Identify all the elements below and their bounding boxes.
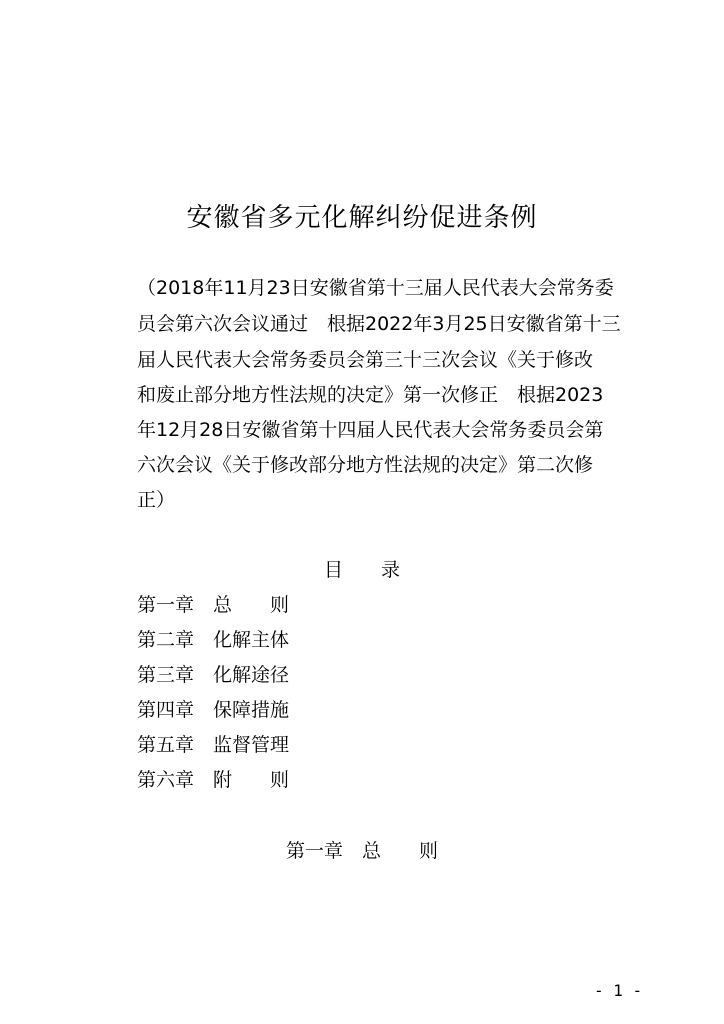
- preamble-line: 届人民代表大会常务委员会第三十三次会议《关于修改: [137, 349, 594, 371]
- preamble-line: （2018年11月23日安徽省第十三届人民代表大会常务委: [137, 277, 614, 299]
- preamble-line: 员会第六次会议通过 根据2022年3月25日安徽省第十三: [137, 313, 621, 335]
- toc-chapter-name: 化解主体: [213, 629, 290, 651]
- toc-chapter-name: 监督管理: [213, 734, 290, 756]
- toc-chapter-number: 第二章: [137, 629, 195, 651]
- toc-chapter-number: 第四章: [137, 699, 195, 721]
- page-number: - 1 -: [594, 981, 643, 1000]
- toc-chapter-number: 第三章: [137, 664, 195, 686]
- toc-chapter-name: 附 则: [213, 769, 290, 791]
- toc-chapter-number: 第六章: [137, 769, 195, 791]
- toc-chapter-name: 总 则: [213, 594, 290, 616]
- preamble-line: 和废止部分地方性法规的决定》第一次修正 根据2023: [137, 384, 604, 406]
- toc-chapter-number: 第五章: [137, 734, 195, 756]
- preamble-line: 年12月28日安徽省第十四届人民代表大会常务委员会第: [137, 419, 604, 441]
- toc-heading: 目 录: [323, 559, 400, 581]
- preamble-line: 正）: [137, 489, 176, 511]
- chapter-heading: 第一章 总 则: [285, 840, 438, 862]
- toc-chapter-number: 第一章: [137, 594, 195, 616]
- toc-chapter-name: 化解途径: [213, 664, 290, 686]
- toc-chapter-name: 保障措施: [213, 699, 290, 721]
- document-title: 安徽省多元化解纠纷促进条例: [186, 203, 538, 233]
- preamble-line: 六次会议《关于修改部分地方性法规的决定》第二次修: [137, 454, 594, 476]
